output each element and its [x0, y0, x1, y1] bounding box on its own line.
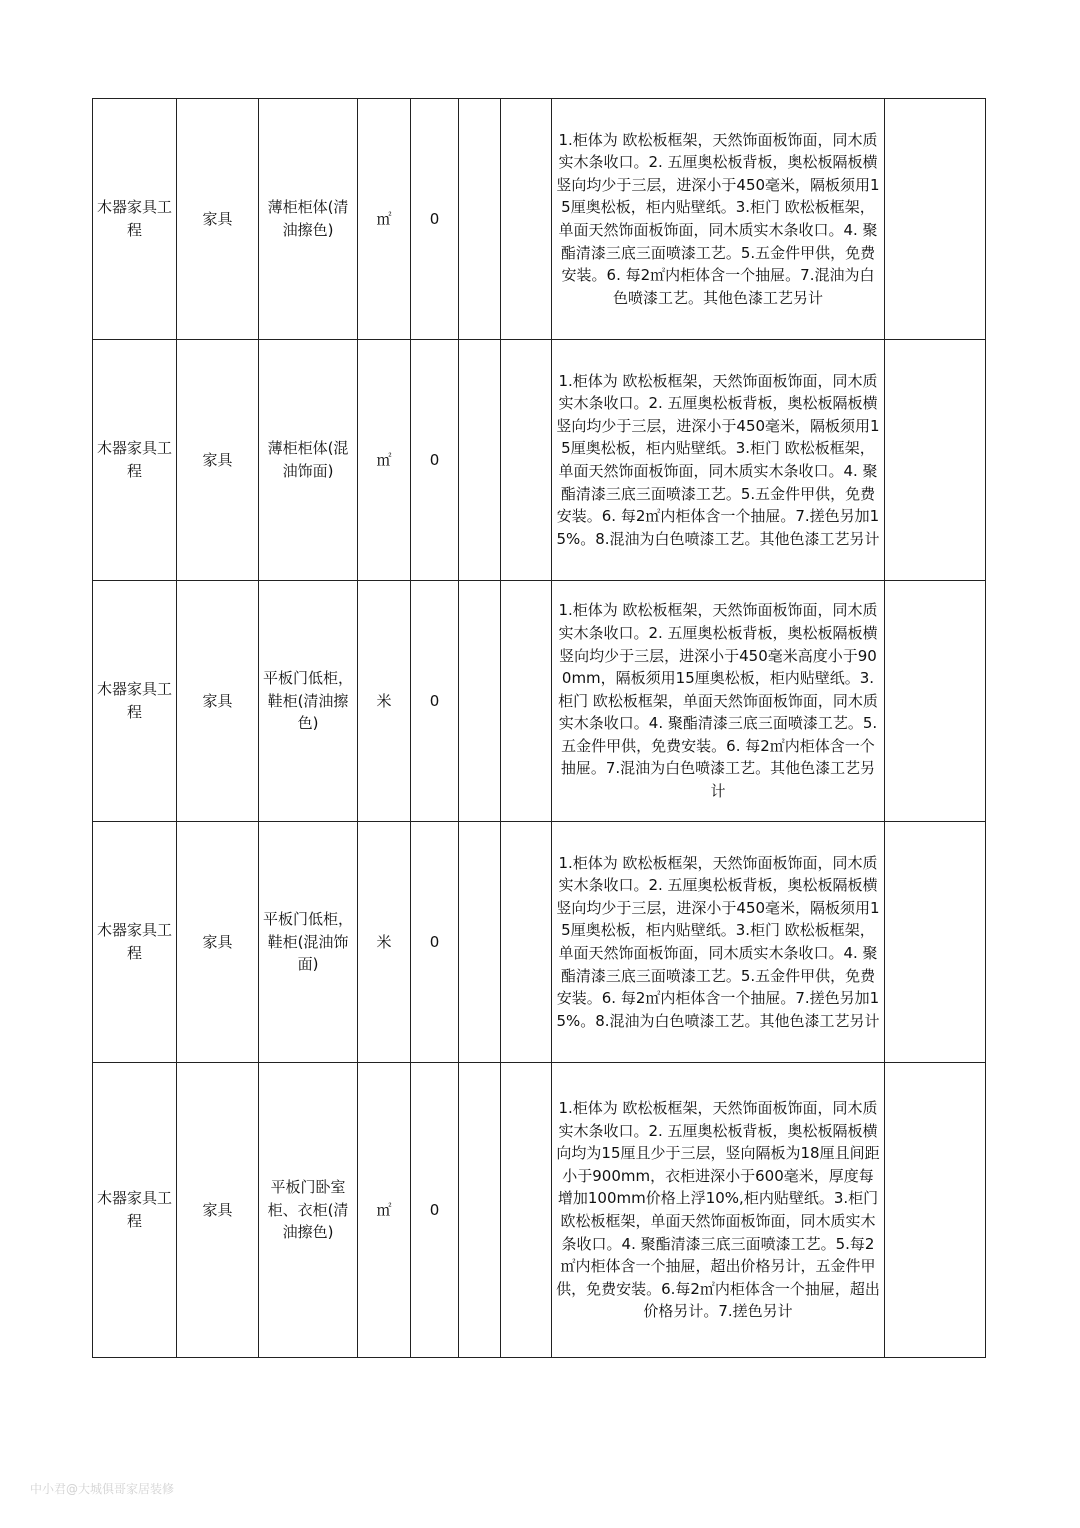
description-cell: 1.柜体为 欧松板框架，天然饰面板饰面，同木质实木条收口。2. 五厘奥松板背板，奥松板隔板横竖向均少于三层，进深小于450毫米高度小于900mm，隔板须用15厘奥松板，柜内贴壁纸。3.柜门 欧松板框架，单面天然饰面板饰面，同木质实木条收口。4. 聚酯清漆三底三面喷漆工艺。5.五金件甲供，免费安装。6. 每2㎡内柜体含一个抽屉。7.混油为白色喷漆工艺。其他色漆工艺另计	[552, 581, 885, 822]
item-name-cell: 薄柜柜体(混油饰面)	[259, 340, 358, 581]
empty-cell	[459, 340, 501, 581]
unit-cell: ㎡	[358, 1063, 411, 1358]
unit-cell: ㎡	[358, 340, 411, 581]
remark-cell	[885, 1063, 986, 1358]
type-cell: 家具	[177, 99, 259, 340]
category-cell: 木器家具工程	[93, 822, 177, 1063]
item-name-cell: 平板门低柜，鞋柜(混油饰面)	[259, 822, 358, 1063]
type-cell: 家具	[177, 822, 259, 1063]
quantity-cell: 0	[411, 340, 459, 581]
table-row	[93, 581, 986, 822]
empty-cell	[459, 822, 501, 1063]
type-cell: 家具	[177, 1063, 259, 1358]
remark-cell	[885, 581, 986, 822]
empty-cell	[501, 822, 552, 1063]
table-row	[93, 340, 986, 581]
description-cell: 1.柜体为 欧松板框架，天然饰面板饰面，同木质实木条收口。2. 五厘奥松板背板，奥松板隔板横竖向均少于三层，进深小于450毫米，隔板须用15厘奥松板，柜内贴壁纸。3.柜门 欧松板框架，单面天然饰面板饰面，同木质实木条收口。4. 聚酯清漆三底三面喷漆工艺。5.五金件甲供，免费安装。6. 每2㎡内柜体含一个抽屉。7.搓色另加15%。8.混油为白色喷漆工艺。其他色漆工艺另计	[552, 340, 885, 581]
item-name-cell: 平板门低柜，鞋柜(清油擦色)	[259, 581, 358, 822]
empty-cell	[501, 581, 552, 822]
unit-cell: ㎡	[358, 99, 411, 340]
quantity-cell: 0	[411, 822, 459, 1063]
remark-cell	[885, 340, 986, 581]
type-cell: 家具	[177, 581, 259, 822]
watermark: 中小君@大城俱哥家居装修	[30, 1482, 175, 1496]
empty-cell	[501, 340, 552, 581]
empty-cell	[501, 1063, 552, 1358]
category-cell: 木器家具工程	[93, 340, 177, 581]
category-cell: 木器家具工程	[93, 1063, 177, 1358]
type-cell: 家具	[177, 340, 259, 581]
description-cell: 1.柜体为 欧松板框架，天然饰面板饰面，同木质实木条收口。2. 五厘奥松板背板，奥松板隔板横竖向均少于三层，进深小于450毫米，隔板须用15厘奥松板，柜内贴壁纸。3.柜门 欧松板框架，单面天然饰面板饰面，同木质实木条收口。4. 聚酯清漆三底三面喷漆工艺。5.五金件甲供，免费安装。6. 每2㎡内柜体含一个抽屉。7.搓色另加15%。8.混油为白色喷漆工艺。其他色漆工艺另计	[552, 822, 885, 1063]
category-cell: 木器家具工程	[93, 99, 177, 340]
description-cell: 1.柜体为 欧松板框架，天然饰面板饰面，同木质实木条收口。2. 五厘奥松板背板，奥松板隔板横向均为15厘且少于三层，竖向隔板为18厘且间距小于900mm，衣柜进深小于600毫米，厚度每增加100mm价格上浮10%,柜内贴壁纸。3.柜门 欧松板框架，单面天然饰面板饰面，同木质实木条收口。4. 聚酯清漆三底三面喷漆工艺。5.每2㎡内柜体含一个抽屉，超出价格另计，五金件甲供，免费安装。6.每2㎡内柜体含一个抽屉，超出价格另计。7.搓色另计	[552, 1063, 885, 1358]
quantity-cell: 0	[411, 99, 459, 340]
empty-cell	[501, 99, 552, 340]
empty-cell	[459, 99, 501, 340]
table-row	[93, 822, 986, 1063]
quantity-cell: 0	[411, 1063, 459, 1358]
quote-table	[92, 98, 986, 1358]
item-name-cell: 平板门卧室柜、衣柜(清油擦色)	[259, 1063, 358, 1358]
unit-cell: 米	[358, 581, 411, 822]
description-cell: 1.柜体为 欧松板框架，天然饰面板饰面，同木质实木条收口。2. 五厘奥松板背板，奥松板隔板横竖向均少于三层，进深小于450毫米，隔板须用15厘奥松板，柜内贴壁纸。3.柜门 欧松板框架，单面天然饰面板饰面，同木质实木条收口。4. 聚酯清漆三底三面喷漆工艺。5.五金件甲供，免费安装。6. 每2㎡内柜体含一个抽屉。7.混油为白色喷漆工艺。其他色漆工艺另计	[552, 99, 885, 340]
unit-cell: 米	[358, 822, 411, 1063]
remark-cell	[885, 99, 986, 340]
remark-cell	[885, 822, 986, 1063]
table-row	[93, 1063, 986, 1358]
category-cell: 木器家具工程	[93, 581, 177, 822]
table-row	[93, 99, 986, 340]
item-name-cell: 薄柜柜体(清油擦色)	[259, 99, 358, 340]
empty-cell	[459, 581, 501, 822]
empty-cell	[459, 1063, 501, 1358]
quantity-cell: 0	[411, 581, 459, 822]
